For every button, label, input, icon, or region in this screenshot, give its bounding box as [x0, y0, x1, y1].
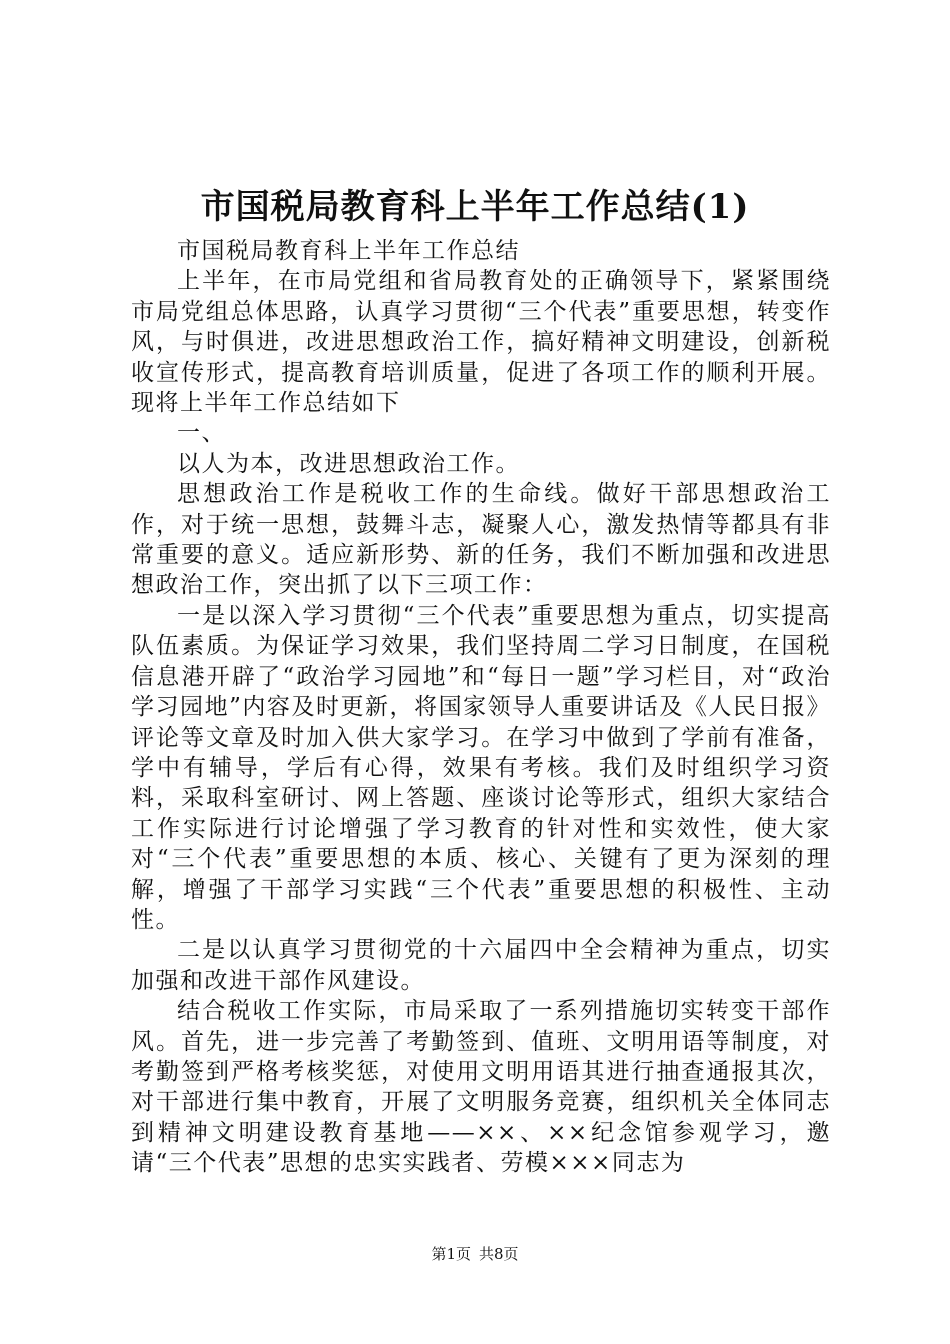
document-title: 市国税局教育科上半年工作总结(1) — [200, 187, 750, 227]
paragraph: 以人为本，改进思想政治工作。 — [177, 450, 520, 477]
page-total: 共8页 — [479, 1245, 519, 1263]
paragraph: 一是以深入学习贯彻“三个代表”重要思想为重点，切实提高队伍素质。为保证学习效果，我们坚持周二学习日制度，在国税信息港开辟了“政治学习园地”和“每日一题”学习栏目，对“政治学习园地”内容及时更新，将国家领导人重要讲话及《人民日报》评论等文章及时加入供大家学习。在学习中做到了学前有准备，学中有辅导，学后有心得，效果有考核。我们及时组织学习资料，采取科室研讨、网上答题、座谈讨论等形式，组织大家结合工作实际进行讨论增强了学习教育的针对性和实效性，使大家对“三个代表”重要思想的本质、核心、关键有了更为深刻的理解，增强了干部学习实践“三个代表”重要思想的积极性、主动性。 — [131, 602, 831, 933]
paragraph: 一、 — [177, 420, 226, 447]
paragraph: 结合税收工作实际，市局采取了一系列措施切实转变干部作风。首先，进一步完善了考勤签到、值班、文明用语等制度，对考勤签到严格考核奖惩，对使用文明用语其进行抽查通报其次，对干部进行集中教育，开展了文明服务竞赛，组织机关全体同志到精神文明建设教育基地——××、××纪念馆参观学习，邀请“三个代表”思想的忠实实践者、劳模×××同志为 — [131, 998, 831, 1177]
document-body — [131, 236, 831, 1179]
paragraph: 思想政治工作是税收工作的生命线。做好干部思想政治工作，对于统一思想，鼓舞斗志，凝聚人心，激发热情等都具有非常重要的意义。适应新形势、新的任务，我们不断加强和改进思想政治工作，突出抓了以下三项工作： — [131, 481, 831, 599]
paragraph: 市国税局教育科上半年工作总结 — [177, 238, 520, 264]
paragraph: 上半年，在市局党组和省局教育处的正确领导下，紧紧围绕市局党组总体思路，认真学习贯彻“三个代表”重要思想，转变作风，与时俱进，改进思想政治工作，搞好精神文明建设，创新税收宣传形式，提高教育培训质量，促进了各项工作的顺利开展。现将上半年工作总结如下 — [131, 268, 831, 417]
paragraph: 二是以认真学习贯彻党的十六届四中全会精神为重点，切实加强和改进干部作风建设。 — [131, 937, 831, 994]
page-number: 第1页 — [431, 1245, 471, 1263]
page-footer — [0, 1244, 950, 1264]
